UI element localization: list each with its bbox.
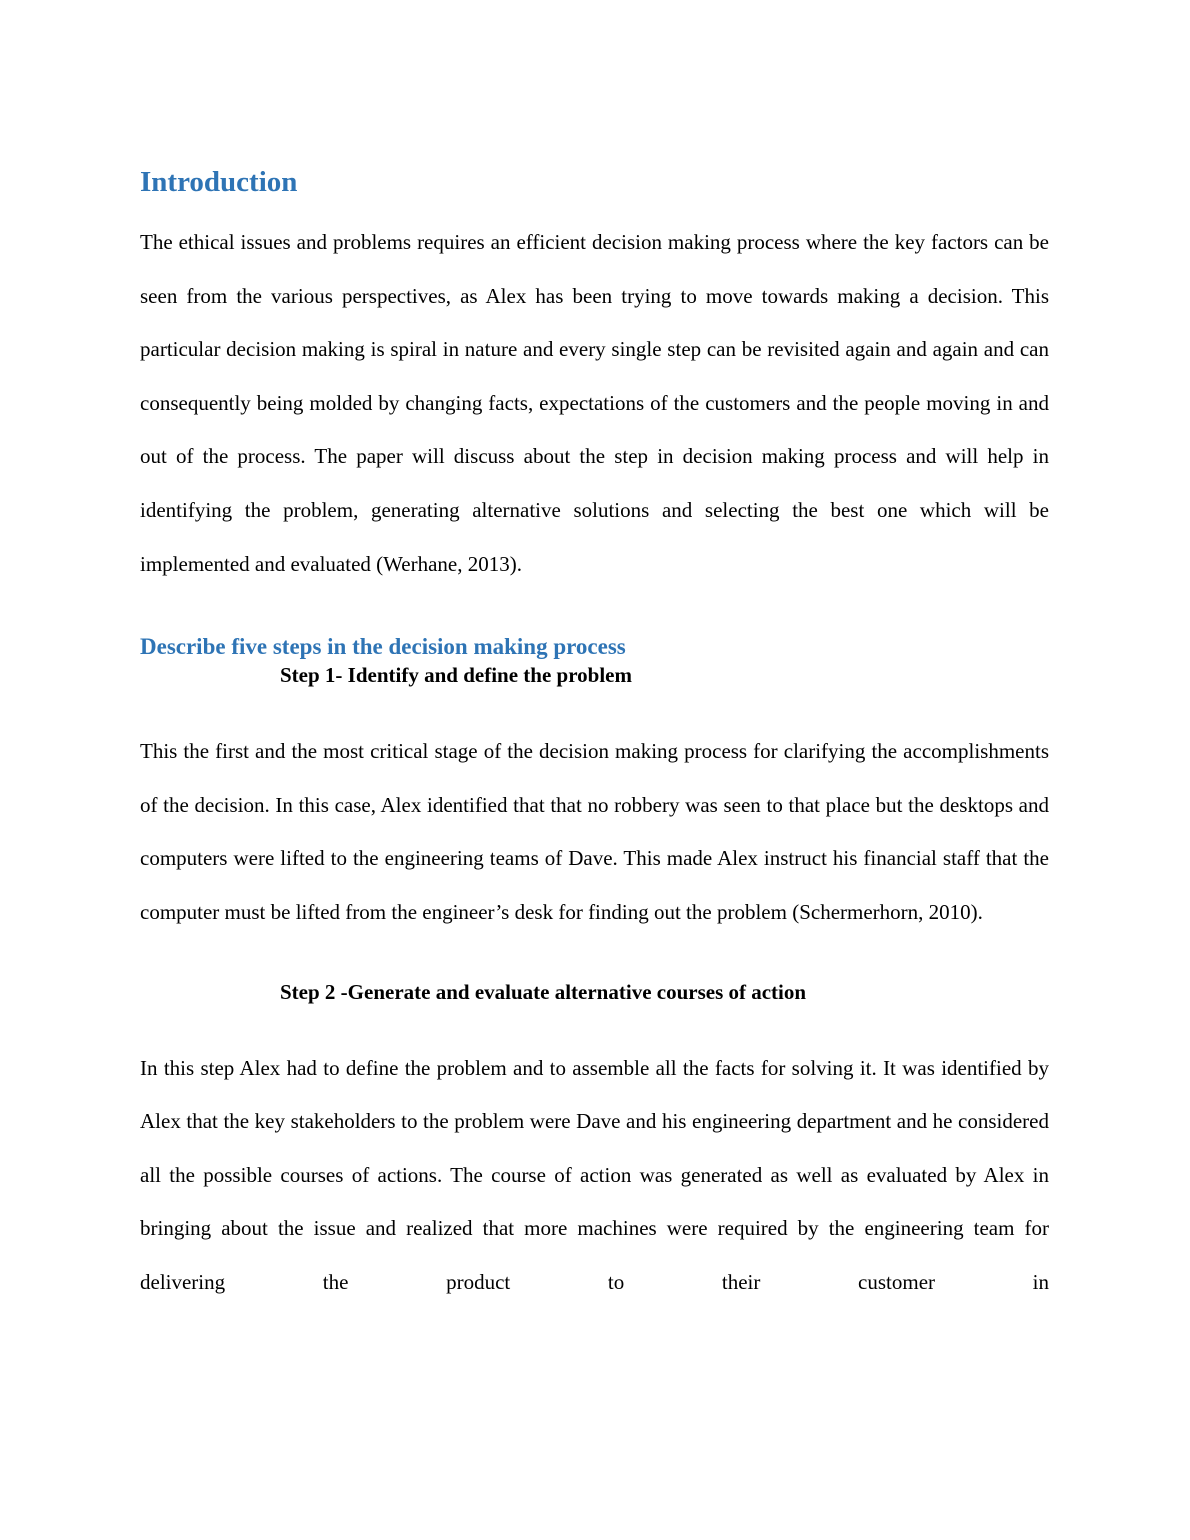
steps-section-heading: Describe five steps in the decision making process: [140, 634, 626, 660]
document-body: [140, 160, 1049, 1310]
step1-paragraph: This the first and the most critical stage of the decision making process for clarifying the accomplishments of the decision. In this case, Alex identified that that no robbery was seen to that place but the desktops and computers were lifted to the engineering teams of Dave. This made Alex instruct his financial staff that the computer must be lifted from the engineer’s desk for finding out the problem (Schermerhorn, 2010).: [140, 739, 1049, 924]
step2-heading: Step 2 -Generate and evaluate alternative courses of action: [280, 979, 807, 1004]
intro-heading: Introduction: [140, 166, 298, 198]
intro-paragraph: The ethical issues and problems requires an efficient decision making process where the key factors can be seen from the various perspectives, as Alex has been trying to move towards making a decision. This particular decision making is spiral in nature and every single step can be revisited again and again and can consequently being molded by changing facts, expectations of the customers and the people moving in and out of the process. The paper will discuss about the step in decision making process and will help in identifying the problem, generating alternative solutions and selecting the best one which will be implemented and evaluated (Werhane, 2013).: [140, 230, 1049, 576]
step2-paragraph: In this step Alex had to define the problem and to assemble all the facts for solving it. It was identified by Alex that the key stakeholders to the problem were Dave and his engineering department and he considered all the possible courses of actions. The course of action was generated as well as evaluated by Alex in bringing about the issue and realized that more machines were required by the engineering team for delivering the product to their customer in: [140, 1055, 1049, 1294]
step1-heading: Step 1- Identify and define the problem: [280, 663, 632, 688]
